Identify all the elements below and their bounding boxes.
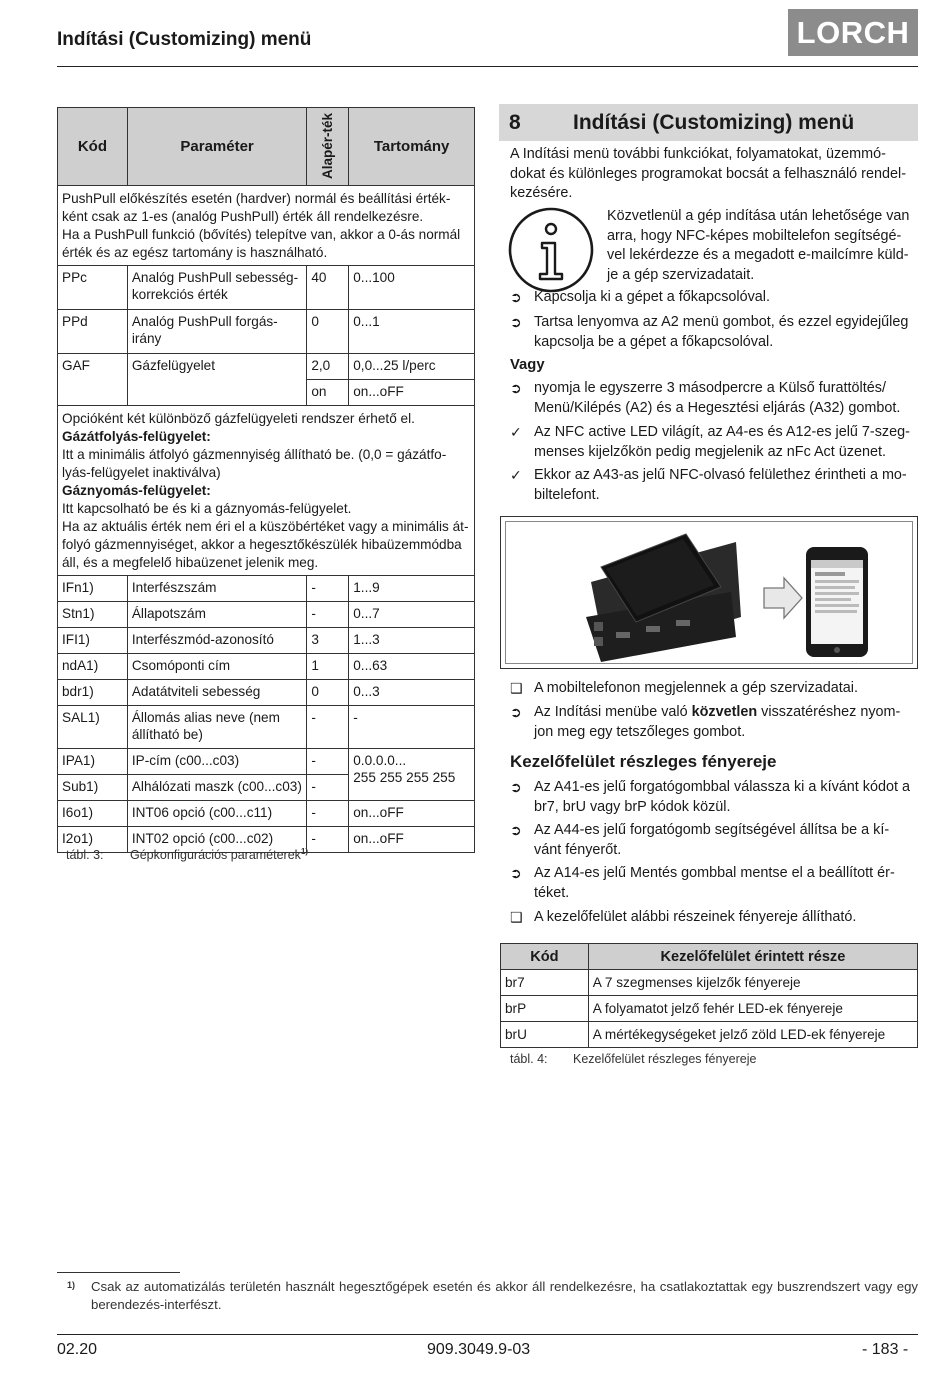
cell-code: PPd (58, 310, 128, 354)
bold-text: közvetlen (691, 704, 758, 720)
footnote-rule (57, 1272, 180, 1273)
check-item (510, 466, 918, 505)
note-heading: Gáznyomás-felügyelet: (62, 483, 211, 498)
cell-code: GAF (58, 354, 128, 406)
text-line: Az A14-es jelű Mentés gombbal mentse el a beállított ér- (534, 865, 895, 881)
header-rule (57, 66, 918, 67)
cell-param: Interfészmód-azonosító (127, 628, 306, 654)
table-note-row (58, 186, 475, 266)
arrow-bullet-icon: ➲ (510, 779, 522, 795)
text-line: Az A44-es jelű forgatógomb segítségével állítsa be a kí- (534, 822, 890, 838)
cell-default: 0 (307, 680, 349, 706)
ip-range-line: 0.0.0.0... (353, 753, 407, 768)
cell-code: Sub1) (58, 775, 128, 801)
cell-code: Stn1) (58, 602, 128, 628)
text-line: menses kijelzőkön pedig megjelenik az nFc Act üzenet. (534, 443, 886, 460)
cell-code: IFn1) (58, 576, 128, 602)
section-number: 8 (509, 110, 521, 134)
footnote (57, 1278, 918, 1314)
cell-part: A 7 szegmenses kijelzők fényereje (588, 970, 917, 996)
caption-text: Gépkonfigurációs paraméterek (130, 848, 301, 863)
cell-param: Gázfelügyelet (127, 354, 306, 406)
cell-param: Alhálózati maszk (c00...c03) (127, 775, 306, 801)
step-item (510, 313, 918, 352)
col-header-part: Kezelőfelület érintett része (588, 944, 917, 970)
table-row (58, 706, 475, 749)
footer-date: 02.20 (57, 1341, 98, 1358)
cell-default: 3 (307, 628, 349, 654)
cell-param: INT02 opció (c00...c02) (127, 827, 306, 853)
cell-part: A folyamatot jelző fehér LED-ek fényereje (588, 996, 917, 1022)
result-item (510, 679, 918, 699)
cell-default: - (307, 749, 349, 775)
text-line: A mobiltelefonon megjelennek a gép szervizadatai. (534, 680, 858, 696)
table-row (58, 801, 475, 827)
cell-range: 0...1 (349, 310, 475, 354)
cell-code: SAL1) (58, 706, 128, 749)
table-row (58, 576, 475, 602)
text-line: A kezelőfelület alábbi részeinek fényereje állítható. (534, 909, 857, 925)
table-row (58, 310, 475, 354)
text-line: biltelefont. (534, 486, 600, 503)
cell-code: I2o1) (58, 827, 128, 853)
text-line: kapcsolja be a gépet a főkapcsolóval. (534, 333, 774, 350)
note-line: Itt kapcsolható be és ki a gáznyomás-felügyelet. (62, 501, 352, 516)
cell-code: ndA1) (58, 654, 128, 680)
text-fragment: visszatéréshez nyom- (757, 704, 901, 720)
text-line: Ekkor az A43-as jelű NFC-olvasó felülethez érintheti a mo- (534, 467, 907, 483)
note-line: PushPull előkészítés esetén (hardver) normál és beállítási érték- (62, 191, 451, 206)
arrow-bullet-icon: ➲ (510, 380, 522, 396)
col-header-range: Tartomány (349, 108, 475, 186)
cell-range: 0,0...25 l/perc (349, 354, 475, 380)
table-row (58, 602, 475, 628)
footnote-mark: 1) (67, 1280, 76, 1290)
cell-default: - (307, 576, 349, 602)
footer-page-number: - 183 - (862, 1341, 909, 1358)
col-header-default: Alapér-ték (307, 108, 349, 186)
cell-range: 0...63 (349, 654, 475, 680)
cell-param: Analóg PushPull sebesség-korrekciós érték (127, 266, 306, 310)
footnote-text: Csak az automatizálás területén használt hegesztőgépek esetén és akkor áll rendelkezésre, ha csatlakoztattak egy buszrendszert vagy egy berendezés-interfészt. (91, 1279, 918, 1312)
checkmark-icon: ✓ (510, 467, 522, 483)
arrow-bullet-icon: ➲ (510, 704, 522, 720)
arrow-bullet-icon: ➲ (510, 314, 522, 330)
cell-default: on (307, 380, 349, 406)
text-fragment: Az Indítási menübe való (534, 704, 692, 720)
cell-code: br7 (501, 970, 589, 996)
cell-default: - (307, 827, 349, 853)
note-line: Ha a PushPull funkció (bővítés) telepítve van, akkor a 0-ás normál (62, 227, 461, 242)
caption-sup: 1) (300, 847, 309, 856)
cell-range: 0...7 (349, 602, 475, 628)
cell-param: Analóg PushPull forgás-irány (127, 310, 306, 354)
cell-default: 1 (307, 654, 349, 680)
cell-range: 1...9 (349, 576, 475, 602)
step-item (510, 379, 918, 418)
text-line: Kapcsolja ki a gépet a főkapcsolóval. (534, 289, 770, 305)
result-item (510, 908, 918, 928)
cell-code: brU (501, 1022, 589, 1048)
cell-param: IP-cím (c00...c03) (127, 749, 306, 775)
cell-default: - (307, 801, 349, 827)
table-row (58, 628, 475, 654)
cell-default: 2,0 (307, 354, 349, 380)
note-line: ként csak az 1-es (analóg PushPull) érték áll rendelkezésre. (62, 209, 424, 224)
col-header-param: Paraméter (127, 108, 306, 186)
cell-range: - (349, 706, 475, 749)
cell-code: PPc (58, 266, 128, 310)
cell-param: INT06 opció (c00...c11) (127, 801, 306, 827)
note-line: lyás-felügyelet inaktiválva) (62, 465, 221, 480)
arrow-bullet-icon: ➲ (510, 289, 522, 305)
text-line: Az NFC active LED világít, az A4-es és A12-es jelű 7-szeg- (534, 424, 910, 440)
note-line: áll, és a megfelelő hibaüzenet jelenik meg. (62, 555, 319, 570)
footer-rule (57, 1334, 918, 1335)
cell-part: A mértékegységeket jelző zöld LED-ek fényereje (588, 1022, 917, 1048)
section-heading (499, 104, 918, 141)
table-header-row (501, 944, 918, 970)
page-header-title: Indítási (Customizing) menü (57, 29, 312, 50)
cell-param: Adatátviteli sebesség (127, 680, 306, 706)
text-line: Tartsa lenyomva az A2 menü gombot, és ezzel egyidejűleg (534, 314, 909, 330)
text-line: téket. (534, 884, 570, 901)
caption-label: tábl. 3: (66, 848, 104, 863)
table-row (501, 970, 918, 996)
table4-caption (510, 1052, 756, 1066)
note-heading: Gázátfolyás-felügyelet: (62, 429, 211, 444)
table-row (58, 680, 475, 706)
cell-range: on...oFF (349, 827, 475, 853)
cell-range: on...oFF (349, 801, 475, 827)
cell-default: 40 (307, 266, 349, 310)
footer-doc-number: 909.3049.9-03 (427, 1341, 531, 1358)
text-line: br7, brU vagy brP kódok közül. (534, 798, 731, 815)
nfc-figure (500, 516, 918, 669)
note-line: Itt a minimális átfolyó gázmennyiség állítható be. (0,0 = gázátfo- (62, 447, 447, 462)
table-row (58, 266, 475, 310)
text-line: jon meg egy tetszőleges gombot. (534, 723, 746, 740)
text-line: Közvetlenül a gép indítása után lehetősége van (607, 208, 910, 224)
cell-range: on...oFF (349, 380, 475, 406)
caption-text: Kezelőfelület részleges fényereje (573, 1052, 757, 1066)
checkbox-bullet-icon: ❑ (510, 909, 523, 925)
text-line: je a gép szervizadatait. (607, 266, 755, 283)
cell-param: Állapotszám (127, 602, 306, 628)
cell-range-ip (349, 749, 475, 801)
note-line: érték és az egész tartomány is használható. (62, 245, 328, 260)
text-line: nyomja le egyszerre 3 másodpercre a Külső furattöltés/ (534, 380, 886, 396)
table-row (501, 996, 918, 1022)
table-row (501, 1022, 918, 1048)
step-item (510, 821, 918, 860)
nfc-illustration (506, 522, 913, 664)
text-line: vel lekérdezze és a megadott e-mailcímre küld- (607, 247, 909, 263)
machine-config-table (57, 107, 475, 853)
cell-param: Interfészszám (127, 576, 306, 602)
cell-default: 0 (307, 310, 349, 354)
cell-default: - (307, 602, 349, 628)
caption-label: tábl. 4: (510, 1052, 548, 1066)
text-line: Menü/Kilépés (A2) és a Hegesztési eljárás (A32) gombot. (534, 399, 901, 416)
checkmark-icon: ✓ (510, 424, 522, 440)
section-title: Indítási (Customizing) menü (573, 110, 855, 134)
table-header-row (58, 108, 475, 186)
cell-code: brP (501, 996, 589, 1022)
cell-code: IFI1) (58, 628, 128, 654)
step-item (510, 864, 918, 903)
info-icon (507, 206, 595, 294)
cell-code: IPA1) (58, 749, 128, 775)
col-header-code: Kód (58, 108, 128, 186)
cell-param: Állomás alias neve (nem állítható be) (127, 706, 306, 749)
vagy-label: Vagy (510, 357, 545, 373)
cell-code: I6o1) (58, 801, 128, 827)
text-line: vánt fényerőt. (534, 841, 622, 858)
lorch-logo: LORCH (788, 9, 918, 56)
cell-code: bdr1) (58, 680, 128, 706)
step-item (510, 778, 918, 817)
cell-default: - (307, 706, 349, 749)
check-item (510, 423, 918, 462)
step-item (510, 288, 918, 308)
checkbox-bullet-icon: ❑ (510, 680, 523, 696)
subsection-title: Kezelőfelület részleges fényereje (510, 752, 777, 771)
cell-range: 1...3 (349, 628, 475, 654)
note-line: Ha az aktuális érték nem éri el a küszöbértéket vagy a minimális át- (62, 519, 469, 534)
table-row (58, 749, 475, 775)
table-note-row (58, 406, 475, 576)
text-line (534, 703, 918, 723)
text-line: arra, hogy NFC-képes mobiltelefon segítségé- (607, 227, 902, 244)
intro-paragraph (510, 145, 918, 204)
table3-caption (66, 847, 308, 862)
brightness-table (500, 943, 918, 1048)
table-row (58, 654, 475, 680)
step-item (510, 703, 918, 742)
arrow-bullet-icon: ➲ (510, 865, 522, 881)
arrow-bullet-icon: ➲ (510, 822, 522, 838)
cell-default: - (307, 775, 349, 801)
cell-param: Csomóponti cím (127, 654, 306, 680)
table-row (58, 354, 475, 380)
info-paragraph (607, 207, 918, 285)
text-line: A Indítási menü további funkciókat, folyamatokat, üzemmó- (510, 146, 886, 162)
note-line: folyó gázmennyiséget, akkor a hegesztőkészülék hibaüzemmódba (62, 537, 462, 552)
cell-range: 0...3 (349, 680, 475, 706)
cell-range: 0...100 (349, 266, 475, 310)
text-line: dokat és különleges programokat bocsát a felhasználó rendel- (510, 165, 906, 182)
note-line: Opcióként két különböző gázfelügyeleti rendszer érhető el. (62, 411, 415, 426)
col-header-code: Kód (501, 944, 589, 970)
text-line: kezésére. (510, 185, 573, 201)
ip-range-line: 255 255 255 255 (353, 770, 456, 785)
text-line: Az A41-es jelű forgatógombbal válassza ki a kívánt kódot a (534, 779, 910, 795)
